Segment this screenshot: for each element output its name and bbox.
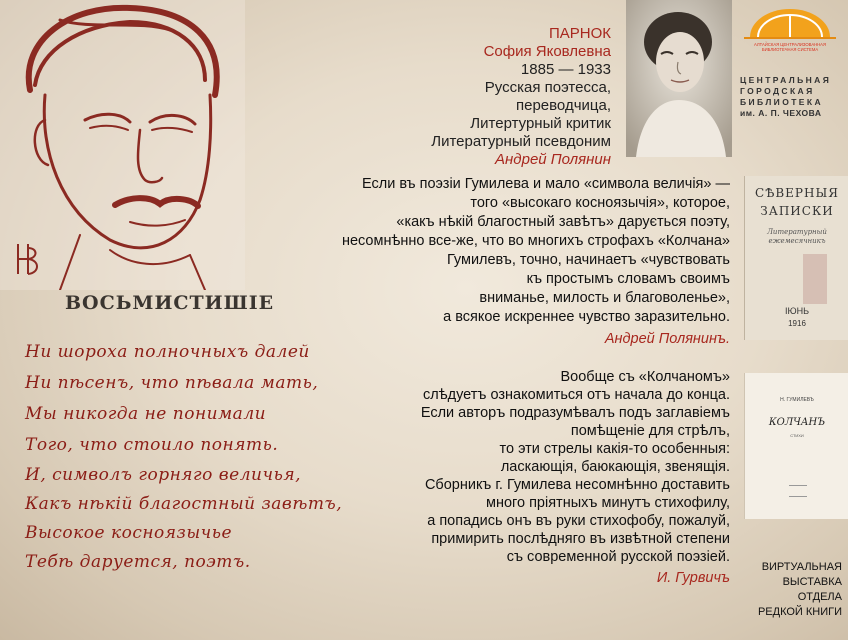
quote1-line: несомнѣнно все-же, что во многихъ строфахъ «Колчана» (341, 233, 730, 249)
author-surname: ПАРНОК (548, 25, 611, 42)
book2-sub: СТИХИ (790, 433, 804, 438)
author-desc: переводчица, (515, 97, 611, 114)
author-info (431, 25, 611, 169)
book1-title: ЗАПИСКИ (760, 204, 834, 218)
quote2-line: Сборникъ г. Гумилева несомнѣнно доставить (424, 477, 730, 493)
svg-text:БИБЛИОТЕЧНАЯ СИСТЕМА: БИБЛИОТЕЧНАЯ СИСТЕМА (761, 47, 819, 52)
quote2-line: то эти стрелы какія-то особенныя: (499, 441, 730, 457)
poem-line: И, символъ горняго величья, (25, 465, 301, 485)
author-desc: Русская поэтесса, (484, 79, 611, 96)
quote2-line: помѣщеніе для стрѣлъ, (570, 423, 730, 439)
exhibition-caption (750, 560, 842, 620)
library-name (740, 75, 842, 119)
artist-monogram (14, 240, 42, 278)
quote1-line: а всякое искреннее чувство заразительно. (443, 309, 730, 325)
book2-title: КОЛЧАНЪ (768, 417, 826, 428)
quote2-line: съ современной русской поэзіей. (506, 549, 730, 565)
quote2-line: много пріятныхъ минутъ стихофилу, (485, 495, 730, 511)
author-years: 1885 — 1933 (520, 61, 611, 78)
quote2-line: Вообще съ «Колчаномъ» (560, 369, 730, 385)
quote2-line: а попадись онъ въ руки стихофобу, пожалуй, (427, 513, 730, 529)
book1-month: ІЮНЬ (785, 306, 809, 316)
quote1-line: Гумилевъ, точно, начинаетъ «чувствовать (447, 252, 730, 268)
library-line: БИБЛИОТЕКА (740, 97, 823, 107)
poem-line: Ни шороха полночныхъ далей (25, 342, 310, 362)
book1-subtitle: Литературный ежемесячникъ (767, 228, 827, 245)
quote2-line: слѣдуетъ ознакомиться отъ начала до конца. (423, 387, 730, 403)
logo-caption: АЛТАЙСКАЯ ЦЕНТРАЛИЗОВАННАЯ (754, 42, 826, 47)
footer-line: ОТДЕЛА (797, 591, 842, 603)
poem-title: ВОСЬМИСТИШІЕ (65, 292, 275, 314)
library-logo (738, 5, 842, 55)
footer-line: РЕДКОЙ КНИГИ (757, 606, 842, 618)
poem-line: Тебѣ даруется, поэтъ. (25, 552, 251, 572)
quote1-line: того «высокаго косноязычія», которое, (470, 195, 730, 211)
quote1-signature: Андрей Полянинъ. (604, 331, 730, 347)
poem-line: Мы никогда не понимали (25, 404, 267, 424)
book-cover-severnye-zapiski (744, 176, 848, 340)
library-line: ГОРОДСКАЯ (740, 86, 815, 96)
author-pseudonym: Андрей Полянин (495, 151, 611, 168)
book2-imprint (789, 485, 807, 497)
footer-line: ВИРТУАЛЬНАЯ (761, 561, 842, 573)
poem-line: Ни пѣсенъ, что пѣвала мать, (25, 373, 319, 393)
quote2-signature: И. Гурвичъ (656, 570, 730, 586)
quote2-line: примирить послѣдняго въ извѣтной степени (431, 531, 730, 547)
book1-stamp (803, 254, 827, 304)
poem-line: Высокое косноязычье (25, 523, 233, 543)
author-photo (626, 0, 732, 157)
author-name: София Яковлевна (483, 43, 611, 60)
quote2-line: ласкающія, баюкающія, звенящія. (500, 459, 730, 475)
author-desc: Литертурный критик (470, 115, 611, 132)
book1-title: СѢВЕРНЫЯ (755, 186, 839, 200)
quote2-line: Если авторъ подразумѣвалъ подъ заглавіемъ (420, 405, 730, 421)
poem-line: Того, что стоило понять. (25, 435, 279, 455)
author-desc: Литературный псевдоним (431, 133, 611, 150)
book2-author: Н. ГУМИЛЕВЪ (780, 397, 814, 403)
quote1-line: Если въ поэзіи Гумилева и мало «символа величія» — (361, 176, 730, 192)
quote1-line: къ простымъ словамъ своимъ (526, 271, 730, 287)
book1-year: 1916 (788, 319, 806, 328)
quote1-line: «какъ нѣкій благостный завѣтъ» дарується поэту, (396, 214, 730, 230)
library-line: им. А. П. ЧЕХОВА (740, 108, 822, 118)
book-cover-kolchan (744, 373, 848, 519)
quote1-line: вниманье, милость и благоволенье», (479, 290, 730, 306)
library-line: ЦЕНТРАЛЬНАЯ (740, 75, 832, 85)
poem-line: Какъ нѣкій благостный завѣтъ, (25, 494, 343, 514)
footer-line: ВЫСТАВКА (782, 576, 842, 588)
